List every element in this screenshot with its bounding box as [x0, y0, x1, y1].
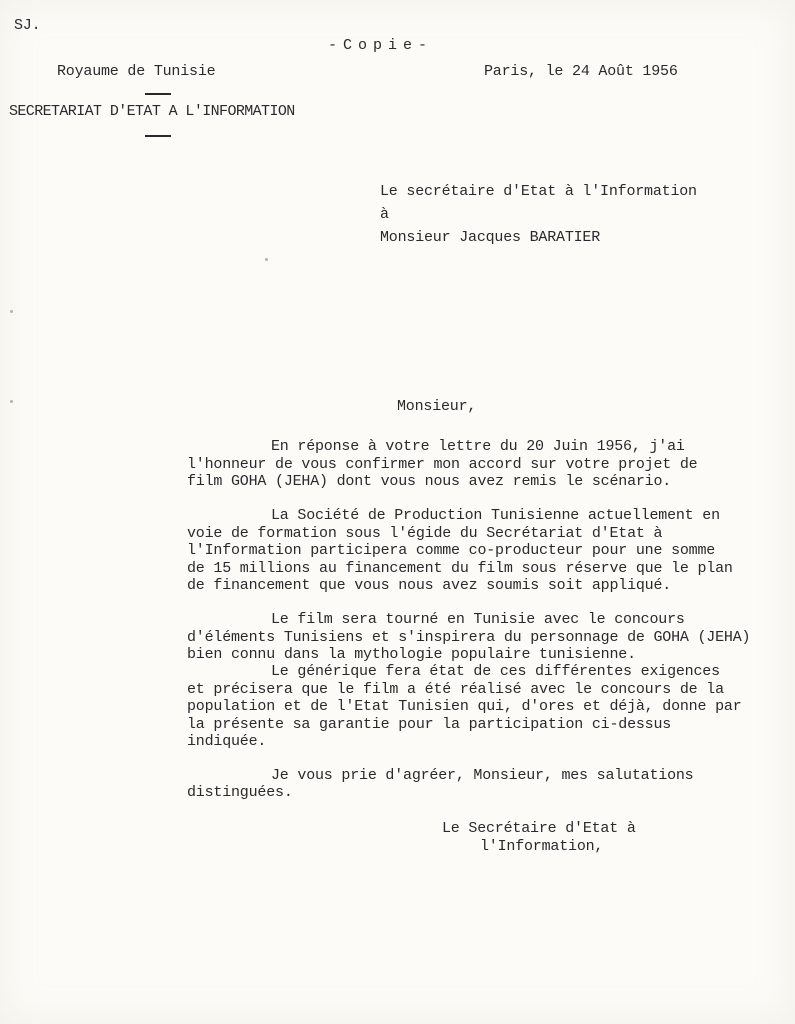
paragraph-line: film GOHA (JEHA) dont vous nous avez remis le scénario.: [187, 473, 672, 490]
paper-mark: [265, 258, 268, 261]
paragraph-line: et précisera que le film a été réalisé avec le concours de la: [187, 681, 724, 698]
paragraph-line: d'éléments Tunisiens et s'inspirera du personnage de GOHA (JEHA): [187, 629, 751, 646]
signature-line-1: Le Secrétaire d'Etat à: [442, 820, 636, 837]
paragraph-line: population et de l'Etat Tunisien qui, d'ores et déjà, donne par: [187, 698, 742, 715]
signature-line-2: l'Information,: [480, 838, 604, 855]
paragraph-line: La Société de Production Tunisienne actuellement en: [271, 507, 720, 524]
address-recipient: Monsieur Jacques BARATIER: [380, 229, 601, 246]
paragraph-line: l'Information participera comme co-producteur pour une somme: [187, 542, 716, 559]
paragraph-line: de 15 millions au financement du film sous réserve que le plan: [187, 560, 733, 577]
paragraph-line: la présente sa garantie pour la participation ci-dessus: [187, 716, 672, 733]
address-sender: Le secrétaire d'Etat à l'Information: [380, 183, 697, 200]
place-date: Paris, le 24 Août 1956: [484, 63, 678, 80]
salutation: Monsieur,: [397, 398, 477, 415]
letterhead-rule-bottom: [145, 135, 171, 137]
paragraph-line: voie de formation sous l'égide du Secrétariat d'Etat à: [187, 525, 663, 542]
copy-label: -Copie-: [328, 37, 434, 54]
letterhead-rule-top: [145, 93, 171, 95]
paragraph-line: En réponse à votre lettre du 20 Juin 1956, j'ai: [271, 438, 685, 455]
paragraph-line: indiquée.: [187, 733, 267, 750]
paragraph-line: Je vous prie d'agréer, Monsieur, mes salutations: [271, 767, 694, 784]
paragraph-line: distinguées.: [187, 784, 293, 801]
paragraph-line: Le générique fera état de ces différentes exigences: [271, 663, 720, 680]
paragraph-line: de financement que vous nous avez soumis soit appliqué.: [187, 577, 672, 594]
initials: SJ.: [14, 17, 41, 34]
paper-mark: [10, 310, 13, 313]
address-to: à: [380, 206, 389, 223]
letterhead-department: SECRETARIAT D'ETAT A L'INFORMATION: [9, 103, 295, 120]
letterhead-kingdom: Royaume de Tunisie: [57, 63, 216, 80]
paragraph-line: l'honneur de vous confirmer mon accord sur votre projet de: [187, 456, 698, 473]
paragraph-line: bien connu dans la mythologie populaire tunisienne.: [187, 646, 636, 663]
paragraph-line: Le film sera tourné en Tunisie avec le concours: [271, 611, 685, 628]
paper-mark: [10, 400, 13, 403]
